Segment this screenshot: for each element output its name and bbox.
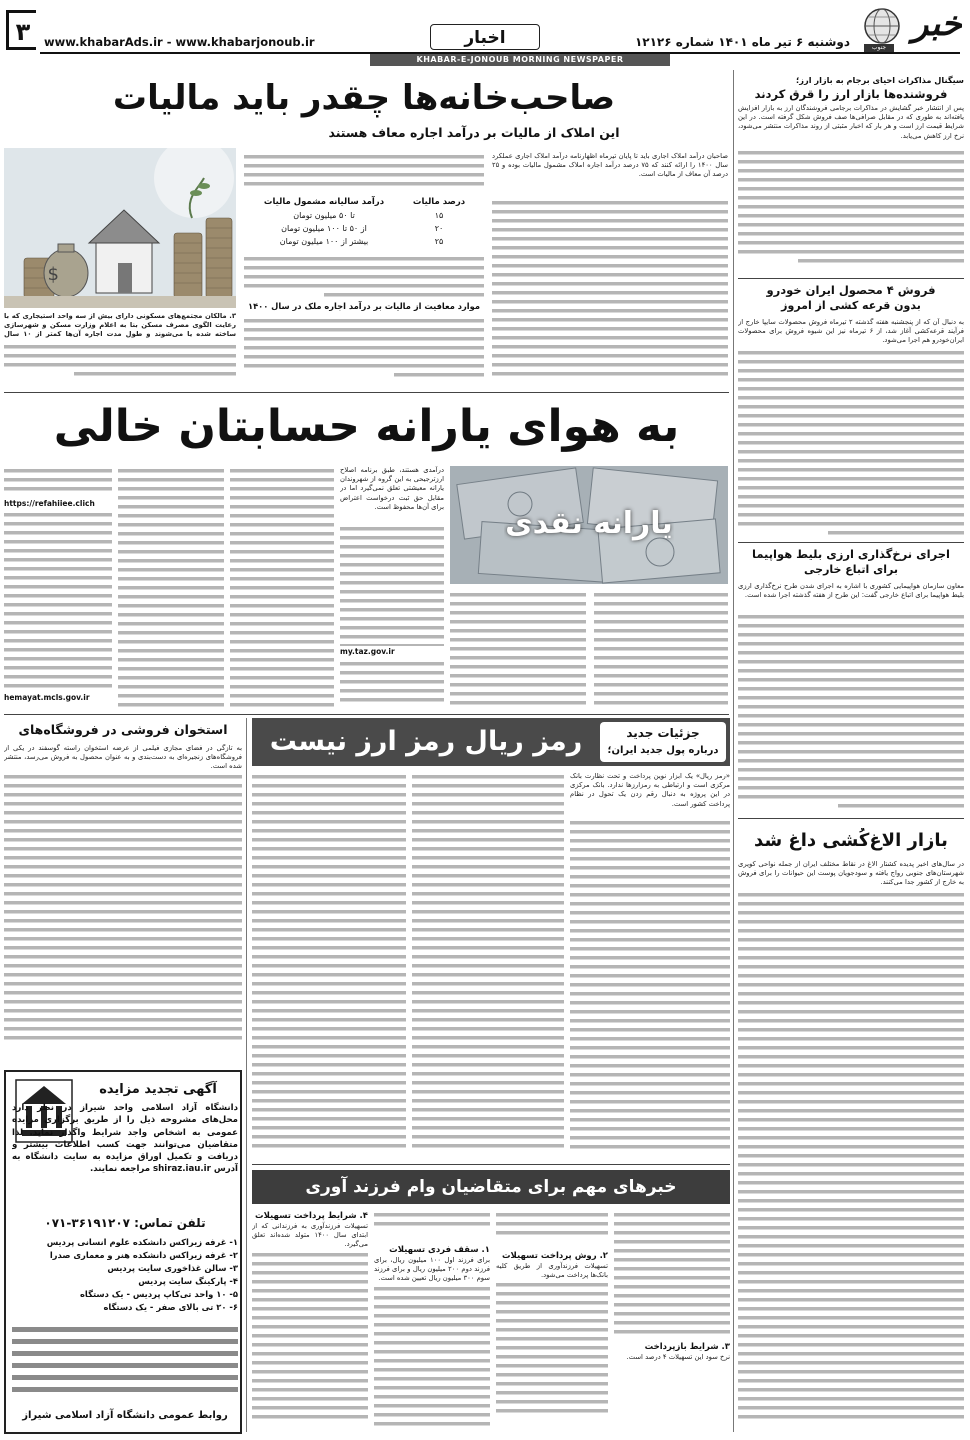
text-lines bbox=[614, 1210, 730, 1338]
text-lines bbox=[230, 466, 334, 710]
text-lines bbox=[4, 510, 112, 710]
rial-col-3 bbox=[252, 772, 406, 1158]
tax-table-income: تا ۵۰ میلیون تومان bbox=[293, 211, 355, 220]
text-lines bbox=[374, 1210, 490, 1240]
tax-col2-top-filler bbox=[244, 152, 484, 194]
text-lines bbox=[244, 316, 484, 384]
auction-item: ۳- سالن غذاخوری سایت پردیس bbox=[107, 1263, 238, 1273]
auction-body-span: دانشگاه آزاد اسلامی واحد شیراز در نظر دارد محل‌های مشروحه ذیل را از طریق برگزاری مزایده عمومی به اشخاص واجد شرایط واگذار نماید. لذا متقاضیان می‌توانند جهت کسب اطلاعات بیشتر و دریافت و تکمیل اوراق مزایده به سایت دانشگاه به آدرس shiraz.iau.ir مراجعه نمایند. bbox=[12, 1103, 238, 1175]
tax-table-row bbox=[254, 235, 474, 248]
loan-headline: خبرهای مهم برای متقاضیان وام فرزند آوری bbox=[252, 1170, 730, 1204]
airline-subtitle: برای اتباع خارجی bbox=[804, 563, 898, 576]
subsidy-link-2[interactable]: my.taz.gov.ir bbox=[340, 646, 444, 657]
newspaper-logo bbox=[860, 2, 966, 52]
loan-col-3 bbox=[374, 1210, 490, 1430]
text-lines bbox=[738, 148, 964, 268]
loan-section-title: ۴. شرایط پرداخت تسهیلات bbox=[255, 1211, 368, 1221]
tax-col2-bottom-filler bbox=[244, 316, 484, 384]
tax-table-row bbox=[254, 222, 474, 235]
cars-body-filler bbox=[738, 348, 964, 538]
text-lines bbox=[738, 612, 964, 812]
loan-section-title: ۲. روش پرداخت تسهیلات bbox=[501, 1251, 608, 1261]
currency-title: فروشنده‌ها بازار ارز را قرق کردند bbox=[754, 87, 948, 101]
airline-body: معاون سازمان هواپیمایی کشوری با اشاره به اجرای شدن طرح نرخ‌گذاری ارزی بلیط هواپیما برای اتباع خارجی گفت: این طرح از هفته گذشته اجرا شده است. bbox=[738, 582, 964, 600]
issue-date: دوشنبه ۶ تیر ماه ۱۴۰۱ شماره ۱۲۱۲۶ bbox=[634, 35, 850, 49]
subsidy-image bbox=[450, 466, 728, 584]
tax-caption-filler bbox=[4, 342, 236, 382]
subsidy-link-1[interactable]: https://refahiiee.clich bbox=[4, 499, 95, 508]
auction-item: ۲- غرفه زیراکس دانشکده هنر و معماری صدرا bbox=[49, 1250, 238, 1260]
tax-table-rate: ۲۰ bbox=[434, 224, 444, 233]
tax-article bbox=[4, 72, 729, 386]
sidebar-cars bbox=[738, 282, 964, 540]
section-label: اخبار bbox=[430, 24, 540, 50]
logo-sub: جنوب bbox=[864, 44, 894, 52]
cattle-body: در سال‌های اخیر پدیده کشتار الاغ در نقاط مختلف ایران از جمله نواحی کویری شهرستان‌های جنوبی رواج یافته و سودجویان پوست این حیوانات را برای فروش به خارج از کشور جدا می‌کنند. bbox=[738, 860, 964, 887]
text-lines bbox=[738, 348, 964, 538]
auction-ad bbox=[4, 1070, 242, 1434]
tax-headline: صاحب‌خانه‌ها چقدر باید مالیات bbox=[112, 78, 616, 118]
tax-table-rate: ۲۵ bbox=[434, 237, 444, 246]
tax-bottom-rule bbox=[4, 392, 729, 393]
tax-table-income: از ۵۰ تا ۱۰۰ میلیون تومان bbox=[281, 224, 367, 233]
auction-body-text bbox=[12, 1102, 238, 1212]
subsidy-lead: درآمدی هستند، طبق برنامه اصلاح ارزترجیحی به این گروه از شهروندان یارانه معیشتی تعلق نمی‌گیرد اما در مقابل حق ثبت درخواست اعتراض برای آن‌ها محفوظ است. bbox=[340, 466, 444, 511]
text-lines bbox=[738, 890, 964, 1430]
loan-article bbox=[252, 1168, 730, 1434]
auction-phone-row bbox=[12, 1214, 238, 1232]
sidebar-rule-2 bbox=[738, 542, 964, 543]
auction-item: ۶- ۲۰ تی بالای صفر - یک دستگاه bbox=[103, 1302, 238, 1312]
rial-badge bbox=[600, 722, 726, 762]
tax-rate-table bbox=[254, 196, 474, 250]
chain-store-title: استخوان فروشی در فروشگاه‌های bbox=[18, 722, 228, 737]
svg-text:$: $ bbox=[47, 264, 59, 285]
subsidy-col-b bbox=[450, 590, 586, 710]
rial-header-band bbox=[252, 718, 730, 766]
text-lines bbox=[570, 818, 730, 1158]
loan-col-4 bbox=[252, 1210, 368, 1430]
text-lines bbox=[496, 1280, 608, 1420]
text-lines bbox=[12, 1324, 238, 1402]
page-number-box bbox=[6, 10, 36, 50]
sidebar-divider bbox=[733, 70, 734, 1432]
text-lines bbox=[118, 466, 224, 710]
auction-footer: روابط عمومی دانشگاه آزاد اسلامی شیراز bbox=[22, 1410, 228, 1421]
rial-body: «رمز ریال» یک ابزار نوین پرداخت و تحت نظارت بانک مرکزی است و ارتباطی به رمزارزها ندارد. بانک مرکزی در این پروژه به دنبال رقم زدن یک تحول در نظام پرداخت کشور است. bbox=[570, 772, 730, 808]
text-lines bbox=[412, 772, 564, 1158]
rial-badge-line1: جزئیات جدید bbox=[626, 726, 700, 740]
tax-lead: صاحبان درآمد املاک اجاری باید تا پایان تیرماه اظهارنامه درآمد املاک اجاری عملکرد سال ۱۴۰۰ را ارائه کنند که ۷۵ درصد درآمد اجاره املاک مشمول مالیات بوده و ۲۵ درصد آن معاف از مالیات است. bbox=[492, 152, 728, 179]
loan-col1-intro bbox=[614, 1210, 730, 1341]
currency-kicker: سیگنال مذاکرات احیای برجام به بازار ارز؛ bbox=[796, 75, 964, 85]
sidebar-cattle bbox=[738, 822, 964, 1434]
loan-section-body: برای فرزند اول ۱۰۰ میلیون ریال، برای فرزند دوم ۲۰۰ میلیون ریال و برای فرزند سوم ۳۰۰ میلیون ریال تعیین شده است. bbox=[374, 1256, 490, 1283]
text-lines bbox=[4, 342, 236, 382]
chain-store-body: به تازگی در فضای مجازی فیلمی از عرضه استخوان راسته گوسفند در یکی از فروشگاه‌های زنجیره‌ای به دست‌بندی و به عنوان محصول به فروش می‌رسد، منتشر شده است. bbox=[4, 744, 242, 771]
text-lines bbox=[340, 524, 444, 710]
sidebar-rule-3 bbox=[738, 818, 964, 819]
text-lines bbox=[4, 772, 242, 1052]
subsidy-bottom-rule bbox=[4, 714, 729, 715]
auction-item: ۵- ۱۰ واحد تی‌کاپ پردیس - یک دستگاه bbox=[79, 1289, 238, 1299]
page-number: ۳ bbox=[15, 18, 31, 46]
masthead-websites[interactable]: www.khabarAds.ir - www.khabarjonoub.ir bbox=[44, 35, 315, 49]
tax-exemption-title: موارد معافیت از مالیات بر درآمد اجاره ملک در سال ۱۴۰۰ bbox=[248, 301, 480, 311]
tax-table-row bbox=[254, 209, 474, 222]
sidebar-currency bbox=[738, 74, 964, 274]
loan-section-title: ۳. شرایط بازپرداخت bbox=[644, 1342, 730, 1353]
subsidy-headline: به هوای یارانه حسابتان خالی bbox=[53, 401, 680, 452]
loan-col-2 bbox=[496, 1210, 608, 1430]
loan-section-body: تسهیلات فرزندآوری از طریق کلیه بانک‌ها پرداخت می‌شود. bbox=[496, 1262, 608, 1280]
auction-extra-filler bbox=[12, 1324, 238, 1402]
rial-bottom-rule bbox=[252, 1164, 730, 1165]
subsidy-article bbox=[4, 396, 729, 712]
sidebar-rule-1 bbox=[738, 278, 964, 279]
currency-body: پس از انتشار خبر گشایش در مذاکرات برجامی فروشندگان ارز به بازار افزایش یافته‌اند به طوری که در مقابل صرافی‌ها صف فروش شکل گرفته است. در این شرایط قیمت ارز است و هر بار که اخبار مثبتی از روند مذاکرات منتشر می‌شود، نرخ ارز کاهش می‌یابد. bbox=[738, 104, 964, 140]
tax-col2-mid-filler bbox=[244, 254, 484, 298]
currency-body-filler bbox=[738, 148, 964, 270]
subsidy-col-f bbox=[4, 466, 112, 710]
cars-title: فروش ۴ محصول ایران خودرو bbox=[766, 283, 936, 297]
subsidy-col-a bbox=[594, 590, 728, 710]
cars-subtitle: بدون قرعه کشی از امروز bbox=[781, 299, 921, 312]
auction-item: ۱- غرفه زیراکس دانشکده علوم انسانی پردیس bbox=[46, 1237, 238, 1247]
text-lines bbox=[374, 1284, 490, 1430]
text-lines bbox=[450, 590, 586, 710]
tax-table-header-income: درآمد سالیانه مشمول مالیات bbox=[263, 197, 385, 207]
airline-body-filler bbox=[738, 612, 964, 812]
auction-title: آگهی تجدید مزایده bbox=[99, 1082, 217, 1097]
rial-article bbox=[252, 718, 730, 1162]
text-lines bbox=[252, 1250, 368, 1430]
left-col-divider bbox=[246, 718, 247, 1432]
tax-photo-caption: ۳. مالکان مجتمع‌های مسکونی دارای بیش از سه واحد استیجاری که با رعایت الگوی مصرف مسکن بنا به اعلام وزارت مسکن و شهرسازی ساخته شده یا می‌شوند و طول مدت اجاره آن‌ها کمتر از ۱۰ سال bbox=[4, 312, 236, 339]
tax-table-header-rate: درصد مالیات bbox=[412, 197, 466, 207]
masthead bbox=[0, 0, 970, 70]
auction-item: ۴- پارکینگ سایت پردیس bbox=[138, 1276, 238, 1286]
chain-store-article bbox=[4, 718, 242, 1056]
cattle-body-filler bbox=[738, 890, 964, 1430]
rial-col-1 bbox=[570, 818, 730, 1158]
subsidy-col-d bbox=[230, 466, 334, 710]
loan-section-body: تسهیلات فرزندآوری به فرزندانی که از ابتدای سال ۱۴۰۰ متولد شده‌اند تعلق می‌گیرد. bbox=[252, 1222, 368, 1249]
text-lines bbox=[244, 254, 484, 298]
tax-table-rate: ۱۵ bbox=[434, 211, 444, 220]
loan-section-body: نرخ سود این تسهیلات ۴ درصد است. bbox=[626, 1353, 730, 1362]
auction-phone[interactable]: ۳۶۱۹۱۲۰۷-۰۷۱ bbox=[44, 1216, 130, 1230]
tax-subhead: این املاک از مالیات بر درآمد اجاره معاف هستند bbox=[328, 125, 620, 140]
text-lines bbox=[594, 590, 728, 710]
text-lines bbox=[252, 772, 406, 1158]
sidebar-airline bbox=[738, 546, 964, 816]
tax-col1-filler bbox=[492, 198, 728, 384]
auction-phone-label: تلفن تماس: bbox=[134, 1216, 206, 1230]
subsidy-col-c bbox=[340, 524, 444, 710]
cars-body: به دنبال آن که از پنجشنبه هفته گذشته ۲ تیرماه فروش محصولات سایپا خارج از فرآیند قرعه‌کشی آغاز شد، از ۶ تیرماه نیز این شیوه فروش برای محصولات ایران‌خودرو هم اجرا می‌شود. bbox=[738, 318, 964, 345]
loan-section-title: ۱. سقف فردی تسهیلات bbox=[389, 1245, 490, 1255]
chain-store-filler bbox=[4, 772, 242, 1052]
masthead-banner: KHABAR-E-JONOUB MORNING NEWSPAPER bbox=[370, 54, 670, 66]
loan-col-1 bbox=[614, 1210, 730, 1430]
cattle-title: بازار الاغ‌کُشی داغ شد bbox=[754, 830, 948, 851]
tax-photo bbox=[4, 148, 236, 308]
text-lines bbox=[496, 1210, 608, 1246]
masthead-rule bbox=[40, 52, 960, 54]
airline-title: اجرای نرخ‌گذاری ارزی بلیط هواپیما bbox=[752, 547, 950, 561]
text-lines bbox=[492, 198, 728, 384]
subsidy-link-3[interactable]: hemayat.mcls.gov.ir bbox=[4, 693, 90, 702]
tax-table-income: بیشتر از ۱۰۰ میلیون تومان bbox=[279, 237, 369, 246]
subsidy-image-text: یارانه نقدی bbox=[505, 506, 673, 541]
auction-items bbox=[12, 1236, 238, 1320]
rial-badge-line2: درباره پول جدید ایران؛ bbox=[607, 745, 719, 756]
logo-text: خبر bbox=[911, 4, 962, 44]
rial-headline: رمز ریال رمز ارز نیست bbox=[269, 726, 583, 757]
text-lines bbox=[244, 152, 484, 194]
house-coins-illustration bbox=[4, 148, 236, 308]
subsidy-col-e bbox=[118, 466, 224, 710]
rial-col-2 bbox=[412, 772, 564, 1158]
